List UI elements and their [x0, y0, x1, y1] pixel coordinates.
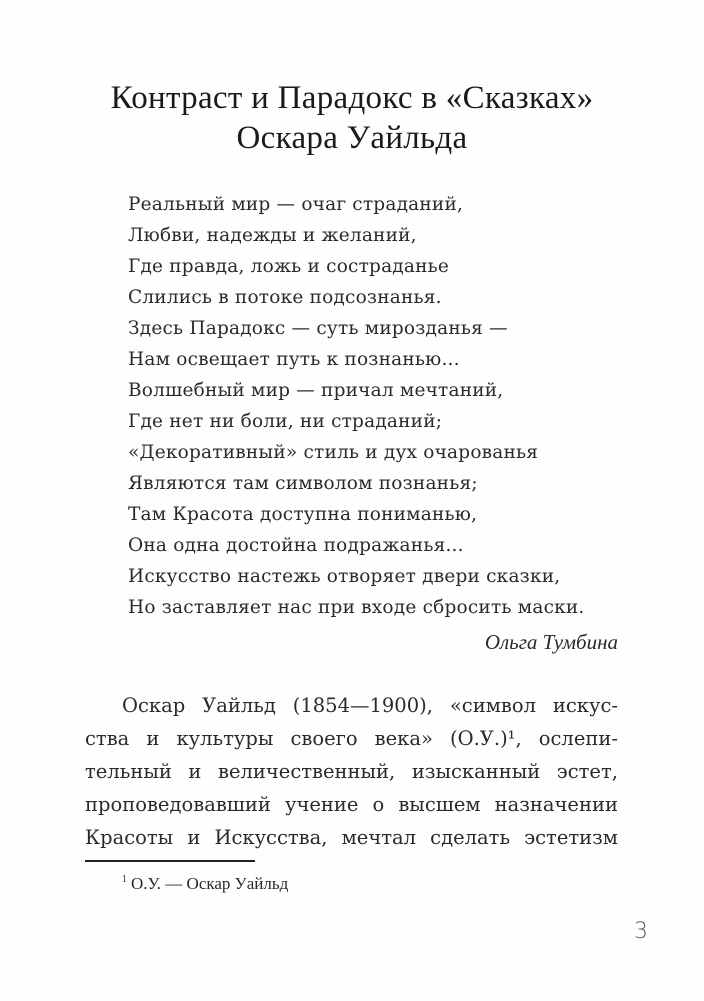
chapter-title	[0, 78, 704, 158]
poem-line: Нам освещает путь к познанью...	[128, 349, 460, 370]
word: культуры	[176, 727, 274, 750]
word: (1854—1900),	[292, 694, 433, 717]
chapter-title-line-1: Контраст и Парадокс в «Сказках»	[110, 80, 594, 116]
word: сделать	[430, 826, 511, 849]
word: и	[187, 826, 201, 849]
poem-line: Искусство настежь отворяет двери сказки,	[128, 566, 561, 587]
poem-line: Реальный мир — очаг страданий,	[128, 194, 464, 215]
word: века»	[374, 727, 433, 750]
page-number: 3	[634, 919, 648, 944]
paragraph-line	[85, 755, 618, 788]
footnote-reference[interactable]: (О.У.)¹,	[449, 727, 522, 750]
word: Красоты	[85, 826, 174, 849]
word: проповедовавший	[85, 793, 271, 816]
word: Оскар	[122, 694, 186, 717]
word: своего	[290, 727, 358, 750]
poem-line: Являются там символом познанья;	[128, 473, 478, 494]
word: мечтал	[341, 826, 417, 849]
footnote-marker: 1	[122, 874, 127, 885]
word: изысканный	[411, 760, 541, 783]
word: Уайльд	[202, 694, 276, 717]
word: назначении	[494, 793, 618, 816]
word: о	[372, 793, 385, 816]
paragraph-line	[85, 788, 618, 821]
poem-line: Она одна достойна подражанья...	[128, 535, 464, 556]
word: эстетизм	[524, 826, 618, 849]
word: ослепи-	[538, 727, 618, 750]
poem-line: Любви, надежды и желаний,	[128, 225, 417, 246]
paragraph-line	[85, 722, 618, 755]
word: тельный	[85, 760, 172, 783]
word: искус-	[552, 694, 618, 717]
word: Искусства,	[214, 826, 328, 849]
poem-line: Здесь Парадокс — суть мирозданья —	[128, 318, 508, 339]
paragraph-line	[85, 689, 618, 722]
poem-line: Там Красота доступна пониманью,	[128, 504, 478, 525]
footnote	[122, 873, 288, 895]
word: и	[188, 760, 202, 783]
paragraph-line	[85, 821, 618, 854]
footnote-separator	[85, 860, 255, 862]
poem-line: Волшебный мир — причал мечтаний,	[128, 380, 504, 401]
poem-line: Где нет ни боли, ни страданий;	[128, 411, 443, 432]
poem-line: Где правда, ложь и состраданье	[128, 256, 450, 277]
body-paragraph	[85, 689, 618, 854]
epigraph-author: Ольга Тумбина	[484, 630, 618, 654]
poem-line: Слились в потоке подсознанья.	[128, 287, 442, 308]
poem-line: «Декоративный» стиль и дух очарованья	[128, 442, 539, 463]
epigraph-poem	[128, 189, 628, 623]
word: величественный,	[217, 760, 396, 783]
poem-line: Но заставляет нас при входе сбросить маски.	[128, 597, 585, 618]
chapter-title-line-2: Оскара Уайльда	[236, 120, 468, 156]
word: «символ	[449, 694, 536, 717]
word: эстет,	[556, 760, 618, 783]
word: и	[146, 727, 160, 750]
word: высшем	[398, 793, 481, 816]
word: учение	[285, 793, 359, 816]
word: ства	[85, 727, 130, 750]
footnote-text: О.У. — Оскар Уайльд	[131, 874, 289, 893]
